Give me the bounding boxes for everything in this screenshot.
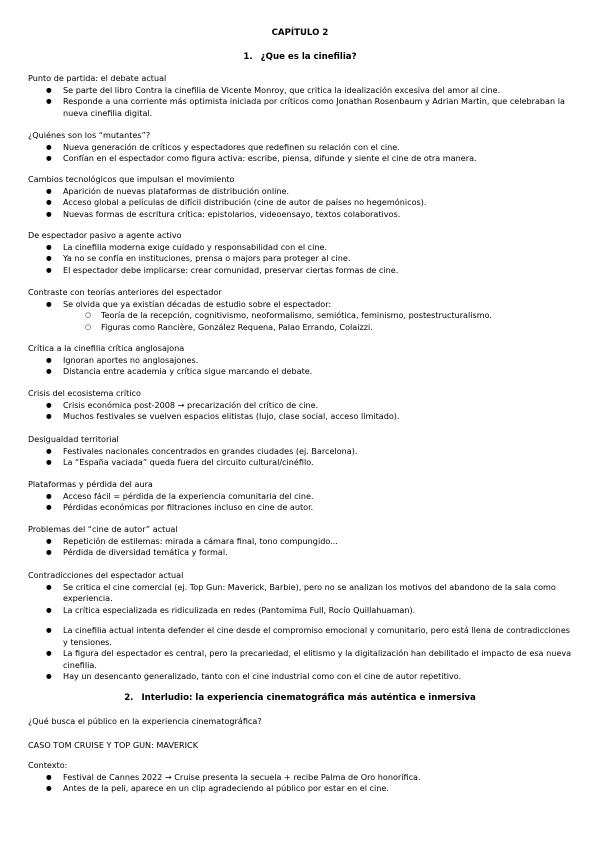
section-title: Punto de partida: el debate actual (28, 73, 167, 83)
question-text: ¿Qué busca el público en la experiencia cinematográfica? (28, 716, 262, 726)
list-item: ● Ignoran aportes no anglosajones. (28, 355, 576, 367)
list-item: ● Muchos festivales se vuelven espacios elitistas (lujo, clase social, acceso limitado). (28, 411, 576, 423)
list-item: ● Ya no se confía en instituciones, prensa o majors para proteger al cine. (28, 253, 576, 265)
list-item: ● La crítica especializada es ridiculizada en redes (Pantomima Full, Rocío Quillahuaman). (28, 605, 576, 617)
case-title: CASO TOM CRUISE Y TOP GUN: MAVERICK (28, 740, 199, 750)
section-title: Contexto: (28, 760, 68, 770)
section-heading-2 (0, 693, 600, 703)
section-title: De espectador pasivo a agente activo (28, 230, 182, 240)
section-mutants (28, 130, 576, 165)
section-territorial-inequality (28, 434, 576, 469)
list-item: ● Crisis económica post-2008 → precarización del crítico de cine. (28, 400, 576, 412)
list-item: ● Pérdida de diversidad temática y formal. (28, 547, 576, 559)
section-title: ¿Quiénes son los “mutantes”? (28, 130, 151, 140)
section-title: Problemas del “cine de autor” actual (28, 524, 178, 534)
section-title: Desigualdad territorial (28, 434, 119, 444)
list-item: ● Responde a una corriente más optimista iniciada por críticos como Jonathan Rosenbaum y Adrian Martin, que celebraban la nueva cinefilia digital. (28, 96, 576, 119)
section-title: Crisis del ecosistema crítico (28, 388, 141, 398)
list-item: ● Nueva generación de críticos y espectadores que redefinen su relación con el cine. (28, 142, 576, 154)
section-tech-changes (28, 174, 576, 220)
heading-number: 2. (124, 693, 134, 703)
section-title: Crítica a la cinefilia crítica anglosajona (28, 343, 185, 353)
section-active-agent (28, 230, 576, 276)
section-title: Contradicciones del espectador actual (28, 570, 184, 580)
list-item: ● Nuevas formas de escritura crítica: epistolarios, videoensayo, textos colaborativos. (28, 209, 576, 221)
list-item: ● Se parte del libro Contra la cinefilia de Vicente Monroy, que critica la idealización excesiva del amor al cine. (28, 85, 576, 97)
list-item: ● La figura del espectador es central, pero la precariedad, el elitismo y la digitalización han debilitado el impacto de esa nueva cinefilia. (28, 648, 576, 671)
heading-number: 1. (243, 52, 253, 62)
list-item: ● Hay un desencanto generalizado, tanto con el cine industrial como con el cine de autor repetitivo. (28, 671, 576, 683)
list-item: ● Festivales nacionales concentrados en grandes ciudades (ej. Barcelona). (28, 446, 576, 458)
list-item: ● La “España vaciada” queda fuera del circuito cultural/cinéfilo. (28, 457, 576, 469)
section-contradictions (28, 570, 576, 616)
list-item: ● Se olvida que ya existían décadas de estudio sobre el espectador: (28, 299, 576, 311)
list-item: ● La cinefilia moderna exige cuidado y responsabilidad con el cine. (28, 242, 576, 254)
sub-list-item: ○ Teoría de la recepción, cognitivismo, neoformalismo, semiótica, feminismo, postestructuralismo. (28, 310, 576, 322)
list-item: ● Festival de Cannes 2022 → Cruise presenta la secuela + recibe Palma de Oro honorífica. (28, 772, 576, 784)
section-anglo-critique (28, 343, 576, 378)
list-item: ● El espectador debe implicarse: crear comunidad, preservar ciertas formas de cine. (28, 265, 576, 277)
list-item: ● Pérdidas económicas por filtraciones incluso en cine de autor. (28, 502, 576, 514)
list-item: ● Repetición de estilemas: mirada a cámara final, tono compungido... (28, 536, 576, 548)
heading-text: Interludio: la experiencia cinematográfica más auténtica e inmersiva (141, 693, 476, 703)
section-spectator-theories (28, 287, 576, 333)
section-summary (28, 625, 576, 683)
list-item: ● Distancia entre academia y crítica sigue marcando el debate. (28, 366, 576, 378)
section-critical-crisis (28, 388, 576, 423)
section-title: Contraste con teorías anteriores del espectador (28, 287, 222, 297)
section-platforms-aura (28, 479, 576, 514)
list-item: ● Se critica el cine comercial (ej. Top Gun: Maverick, Barbie), pero no se analizan los motivos del abandono de la sala como experiencia. (28, 582, 576, 605)
list-item: ● Aparición de nuevas plataformas de distribución online. (28, 186, 576, 198)
sub-list-item: ○ Figuras como Rancière, González Requena, Palao Errando, Colaizzi. (28, 322, 576, 334)
list-item: ● Antes de la peli, aparece en un clip agradeciendo al público por estar en el cine. (28, 783, 576, 795)
section-auteur-problems (28, 524, 576, 559)
list-item: ● La cinefilia actual intenta defender el cine desde el compromiso emocional y comunitario, pero está llena de contradicciones y tensiones. (28, 625, 576, 648)
section-heading-1 (0, 52, 600, 62)
list-item: ● Acceso global a películas de difícil distribución (cine de autor de países no hegemónicos). (28, 197, 576, 209)
list-item: ● Confían en el espectador como figura activa: escribe, piensa, difunde y siente el cine de otra manera. (28, 153, 576, 165)
section-starting-point (28, 73, 576, 119)
section-title: Cambios tecnológicos que impulsan el movimiento (28, 174, 235, 184)
section-title: Plataformas y pérdida del aura (28, 479, 153, 489)
chapter-title: CAPÍTULO 2 (271, 28, 329, 38)
list-item: ● Acceso fácil = pérdida de la experiencia comunitaria del cine. (28, 491, 576, 503)
heading-text: ¿Que es la cinefilia? (260, 52, 357, 62)
section-context (28, 760, 576, 795)
